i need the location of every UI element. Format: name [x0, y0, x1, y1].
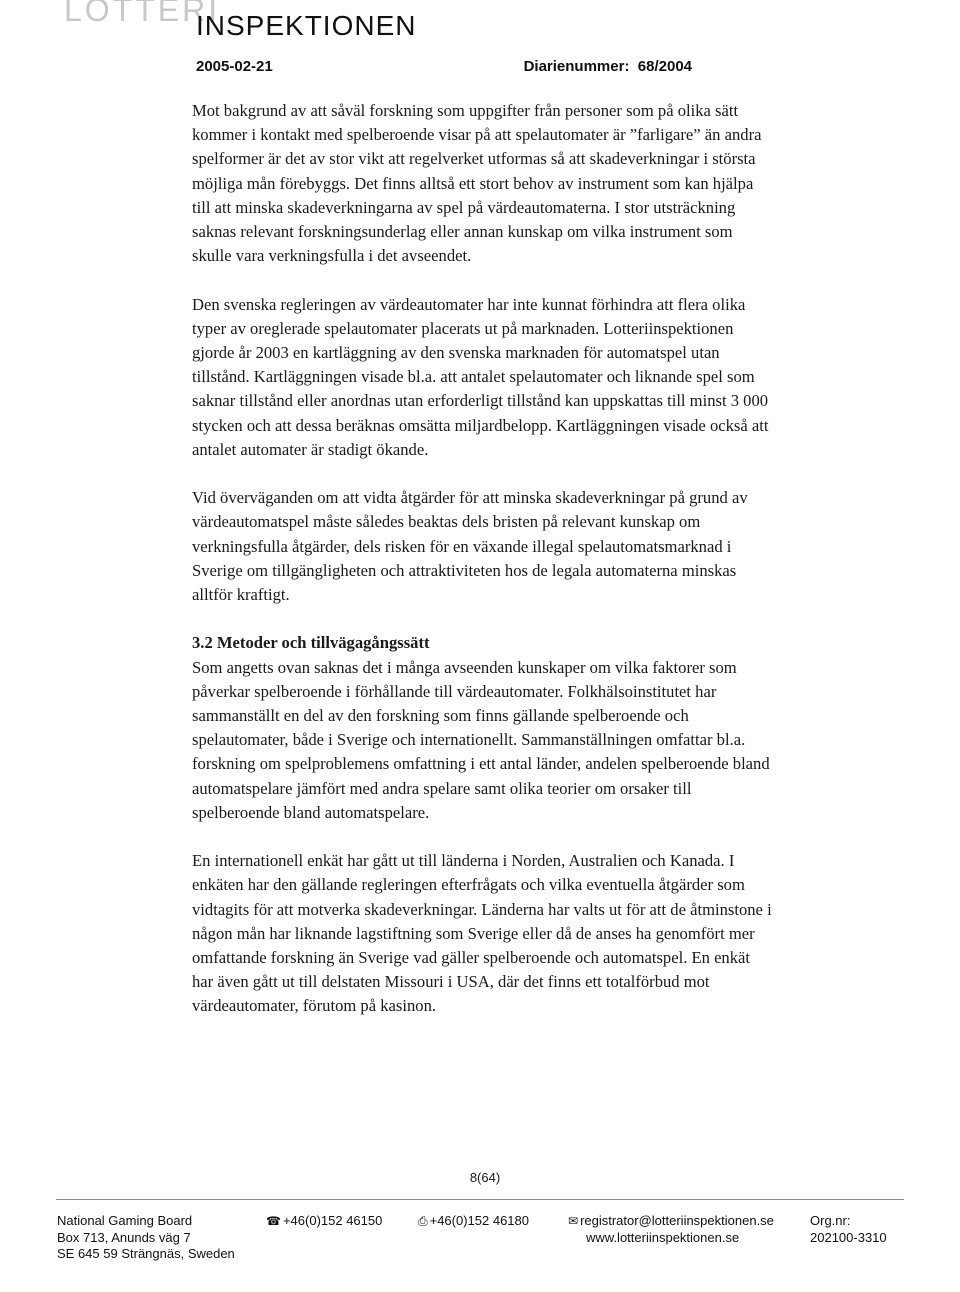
fax-icon: ⎙	[418, 1214, 428, 1228]
document-body	[192, 99, 772, 1043]
phone-icon: ☎	[266, 1214, 281, 1228]
footer-phone-block	[266, 1213, 382, 1230]
diarienummer: Diarienummer: 68/2004	[523, 58, 692, 75]
logo-inspektionen: INSPEKTIONEN	[196, 10, 417, 41]
section-heading: 3.2 Metoder och tillvägagångssätt	[192, 633, 430, 653]
document-date: 2005-02-21	[196, 58, 273, 75]
footer-address-line-1: Box 713, Anunds väg 7	[57, 1229, 191, 1245]
logo-lotteri: LOTTERI	[64, 0, 221, 28]
paragraph-3: Vid överväganden om att vidta åtgärder för att minska skadeverkningar på grund av värdeautomatspel måste således beaktas dels bristen på relevant kunskap om verkningsfulla åtgärder, dels risken för en växande illegal spelautomatsmarknad i Sverige om tillgängligheten och attraktiviteten hos de legala automaterna minskas alltför kraftigt.	[192, 488, 748, 605]
email-icon: ✉	[568, 1214, 579, 1228]
footer-fax-block	[418, 1213, 529, 1230]
paragraph-2: Den svenska regleringen av värdeautomater har inte kunnat förhindra att flera olika typer av oreglerade spelautomater placerats ut på marknaden. Lotteriinspektionen gjorde år 2003 en kartläggning av den svenska marknaden för automatspel utan tillstånd. Kartläggningen visade bl.a. att antalet spelautomater och liknande spel som saknar tillstånd eller anordnas utan erforderligt tillstånd kan uppskattas till minst 3 000 stycken och att dessa beräknas omsätta miljardbelopp. Kartläggningen visade också att antalet automater är stadigt ökande.	[192, 294, 769, 459]
footer-divider	[56, 1199, 904, 1200]
paragraph-1: Mot bakgrund av att såväl forskning som uppgifter från personer som på olika sätt kommer i kontakt med spelberoende visar på att spelautomater är ”farligare” än andra spelformer är det av stor vikt att regelverket utformas så att skadeverkningar i största möjliga mån förebyggs. Det finns alltså ett stort behov av instrument som kan hjälpa till att minska skadeverkningarna av spel på värdeautomaterna. I stor utsträckning saknas relevant forskningsunderlag eller annan kunskap om vilka instrument som skulle vara verkningsfulla i det avseendet.	[192, 101, 762, 266]
footer-email[interactable]: registrator@lotteriinspektionen.se	[580, 1213, 774, 1228]
paragraph-4: Som angetts ovan saknas det i många avseenden kunskaper om vilka faktorer som påverkar spelberoende i förhållande till värdeautomater. Folkhälsoinstitutet har sammanställt en del av den forskning som finns gällande spelberoende och spelautomater, både i Sverige och internationellt. Sammanställningen omfattar bl.a. forskning om spelproblemens omfattning i ett antal länder, andelen spelberoende bland automatspelare jämfört med andra spelare samt olika teorier om orsaker till spelberoende bland automatspelare.	[192, 657, 770, 822]
footer-website[interactable]: www.lotteriinspektionen.se	[586, 1229, 740, 1245]
footer-fax: +46(0)152 46180	[429, 1213, 530, 1228]
page-number-container	[0, 1170, 960, 1185]
paragraph-5: En internationell enkät har gått ut till länderna i Norden, Australien och Kanada. I enkäten har den gällande regleringen efterfrågats och vilka eventuella åtgärder som vidtagits för att motverka skadeverkningar. Länderna har valts ut för att de åtminstone i någon mån har liknande lagstiftning som Sverige eller då de anses ha genomfört mer omfattande forskning än Sverige vad gäller spelberoende och automatspel. En enkät har även gått ut till delstaten Missouri i USA, där det finns ett totalförbud mot värdeautomater, förutom på kasinon.	[192, 851, 772, 1016]
footer-address	[57, 1213, 235, 1263]
footer-orgnr-block	[810, 1213, 887, 1246]
footer-address-line-2: SE 645 59 Strängnäs, Sweden	[57, 1246, 235, 1261]
footer-orgnr: 202100-3310	[810, 1229, 887, 1245]
footer-org-name: National Gaming Board	[57, 1213, 193, 1228]
footer-phone: +46(0)152 46150	[282, 1213, 383, 1228]
footer-contact-block	[568, 1213, 774, 1246]
footer-orgnr-label: Org.nr:	[810, 1213, 851, 1228]
page-number: 8(64)	[469, 1170, 501, 1185]
